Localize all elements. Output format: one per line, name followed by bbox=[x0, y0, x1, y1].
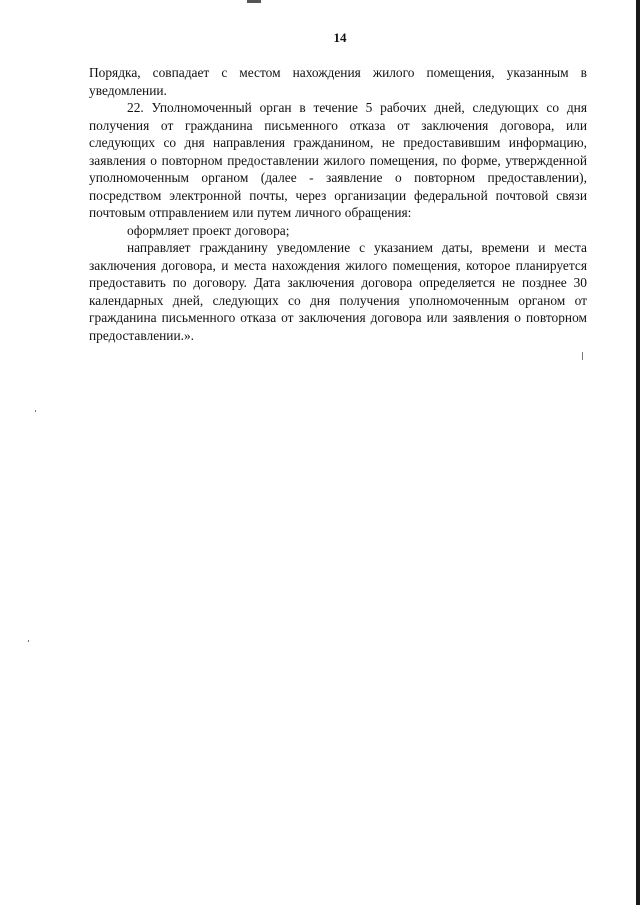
scan-artifact bbox=[247, 0, 261, 3]
paragraph-draft-contract: оформляет проект договора; bbox=[127, 222, 290, 238]
scan-speck bbox=[28, 640, 29, 642]
page-edge-shadow bbox=[636, 0, 640, 905]
document-body bbox=[89, 64, 587, 344]
paragraph-notification: направляет гражданину уведомление с указанием даты, времени и места заключения договора, и места нахождения жилого помещения, которое планируется предоставить по договору. Дата заключения договора определяется не позднее 30 календарных дней, следующих со дня получения уполномоченным органом от гражданина письменного отказа от заключения договора или заявления о повторном предоставлении.». bbox=[89, 240, 587, 343]
scan-speck bbox=[582, 352, 583, 360]
paragraph-continuation: Порядка, совпадает с местом нахождения жилого помещения, указанным в уведомлении. bbox=[89, 65, 587, 98]
scan-speck bbox=[35, 410, 36, 412]
page-number: 14 bbox=[333, 30, 347, 45]
paragraph-item-22: 22. Уполномоченный орган в течение 5 рабочих дней, следующих со дня получения от гражданина письменного отказа от заключения договора, или следующих со дня направления гражданином, не предоставившим информацию, заявления о повторном предоставлении жилого помещения, по форме, утвержденной уполномоченным органом (далее - заявление о повторном предоставлении), посредством электронной почты, через организации федеральной почтовой связи почтовым отправлением или путем личного обращения: bbox=[89, 100, 587, 220]
